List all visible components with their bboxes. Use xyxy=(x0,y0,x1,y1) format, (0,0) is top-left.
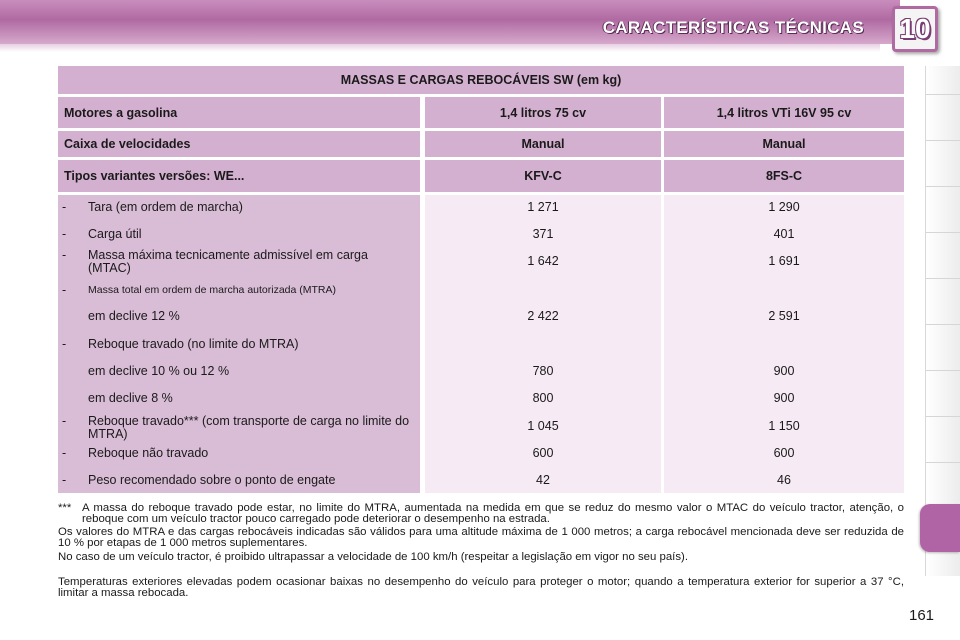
cell-value: 780 xyxy=(532,364,554,378)
cell-value: 1 045 xyxy=(527,419,559,433)
cell-value: 1 290 xyxy=(768,200,800,214)
row-label: em declive 8 % xyxy=(88,391,173,405)
page-number: 161 xyxy=(909,607,935,624)
row-label: Tara (em ordem de marcha) xyxy=(88,200,243,214)
table-title: MASSAS E CARGAS REBOCÁVEIS SW (em kg) xyxy=(58,66,904,94)
note-temperature: Temperaturas exteriores elevadas podem ocasionar baixas no desempenho do veículo para proteger o motor; quando a temperatura exterior for superior a 37 °C, limitar a massa rebocada. xyxy=(58,576,904,599)
cell-value: 46 xyxy=(777,473,791,487)
row-label: em declive 12 % xyxy=(88,309,180,323)
row-dash: - xyxy=(62,473,67,487)
cell-value: 600 xyxy=(773,446,795,460)
tab-divider xyxy=(926,232,960,233)
note-altitude: Os valores do MTRA e das cargas rebocáveis indicadas são válidos para uma altitude máxima de 1 000 metros; a carga rebocável mencionada deve ser reduzida de 10 % por etapas de 1 000 metros suplementares. xyxy=(58,526,904,549)
towing-table xyxy=(58,66,904,493)
row-label: em declive 10 % ou 12 % xyxy=(88,364,230,378)
row-label-engines: Motores a gasolina xyxy=(58,97,420,128)
cell-value: 1 642 xyxy=(527,254,559,268)
row-dash: - xyxy=(62,227,67,241)
row-label: Carga útil xyxy=(88,227,142,241)
tab-divider xyxy=(926,462,960,463)
table-body xyxy=(58,195,904,493)
row-label-gearbox: Caixa de velocidades xyxy=(58,131,420,157)
cell-value: 2 591 xyxy=(768,309,800,323)
cell-value: 900 xyxy=(773,391,795,405)
gearbox-col2: Manual xyxy=(664,131,904,157)
cell-value: 1 691 xyxy=(768,254,800,268)
engine-col1: 1,4 litros 75 cv xyxy=(425,97,661,128)
tab-divider xyxy=(926,278,960,279)
cell-value: 42 xyxy=(536,473,550,487)
row-dash: - xyxy=(62,337,67,351)
tab-divider xyxy=(926,324,960,325)
footnote-mark: *** xyxy=(58,502,72,514)
cell-value: 1 271 xyxy=(527,200,559,214)
gearbox-col1: Manual xyxy=(425,131,661,157)
cell-value: 2 422 xyxy=(527,309,559,323)
variant-col2: 8FS-C xyxy=(664,160,904,192)
cell-value: 371 xyxy=(532,227,554,241)
engine-col2: 1,4 litros VTi 16V 95 cv xyxy=(664,97,904,128)
chapter-title: CARACTERÍSTICAS TÉCNICAS xyxy=(602,18,864,37)
row-dash: - xyxy=(62,283,67,297)
row-dash: - xyxy=(62,200,67,214)
cell-value: 401 xyxy=(773,227,795,241)
tab-divider xyxy=(926,94,960,95)
chapter-tabs xyxy=(925,66,960,576)
variant-col1: KFV-C xyxy=(425,160,661,192)
chapter-number-badge: 10 xyxy=(892,6,938,52)
row-label-variants: Tipos variantes versões: WE... xyxy=(58,160,420,192)
row-dash: - xyxy=(62,414,67,428)
tab-divider xyxy=(926,370,960,371)
page-banner xyxy=(0,0,960,62)
cell-value: 800 xyxy=(532,391,554,405)
note-speed: No caso de um veículo tractor, é proibido ultrapassar a velocidade de 100 km/h (respeitar a legislação em vigor no seu país). xyxy=(58,551,688,563)
tab-divider xyxy=(926,140,960,141)
banner-fade xyxy=(0,44,880,52)
values-column-1 xyxy=(425,195,661,493)
row-label: Reboque não travado xyxy=(88,446,209,460)
footnote: A massa do reboque travado pode estar, no limite do MTRA, aumentada na medida em que se reduz do mesmo valor o MTAC do veículo tractor, atenção, o reboque com um veículo tractor pouco carregado pode deteriorar o desempenho na estrada. xyxy=(82,502,904,525)
row-label: Reboque travado (no limite do MTRA) xyxy=(88,337,299,351)
chapter-tab-active[interactable] xyxy=(920,504,960,552)
labels-column xyxy=(58,195,420,493)
row-label: Reboque travado*** (com transporte de carga no limite do MTRA) xyxy=(88,414,410,441)
row-dash: - xyxy=(62,248,67,262)
row-label: Massa total em ordem de marcha autorizada (MTRA) xyxy=(88,284,337,296)
cell-value: 1 150 xyxy=(768,419,800,433)
cell-value: 600 xyxy=(532,446,554,460)
row-label: Peso recomendado sobre o ponto de engate xyxy=(88,473,336,487)
row-label: Massa máxima tecnicamente admissível em carga (MTAC) xyxy=(88,248,368,275)
row-dash: - xyxy=(62,446,67,460)
tab-divider xyxy=(926,416,960,417)
values-column-2 xyxy=(664,195,904,493)
cell-value: 900 xyxy=(773,364,795,378)
tab-divider xyxy=(926,186,960,187)
